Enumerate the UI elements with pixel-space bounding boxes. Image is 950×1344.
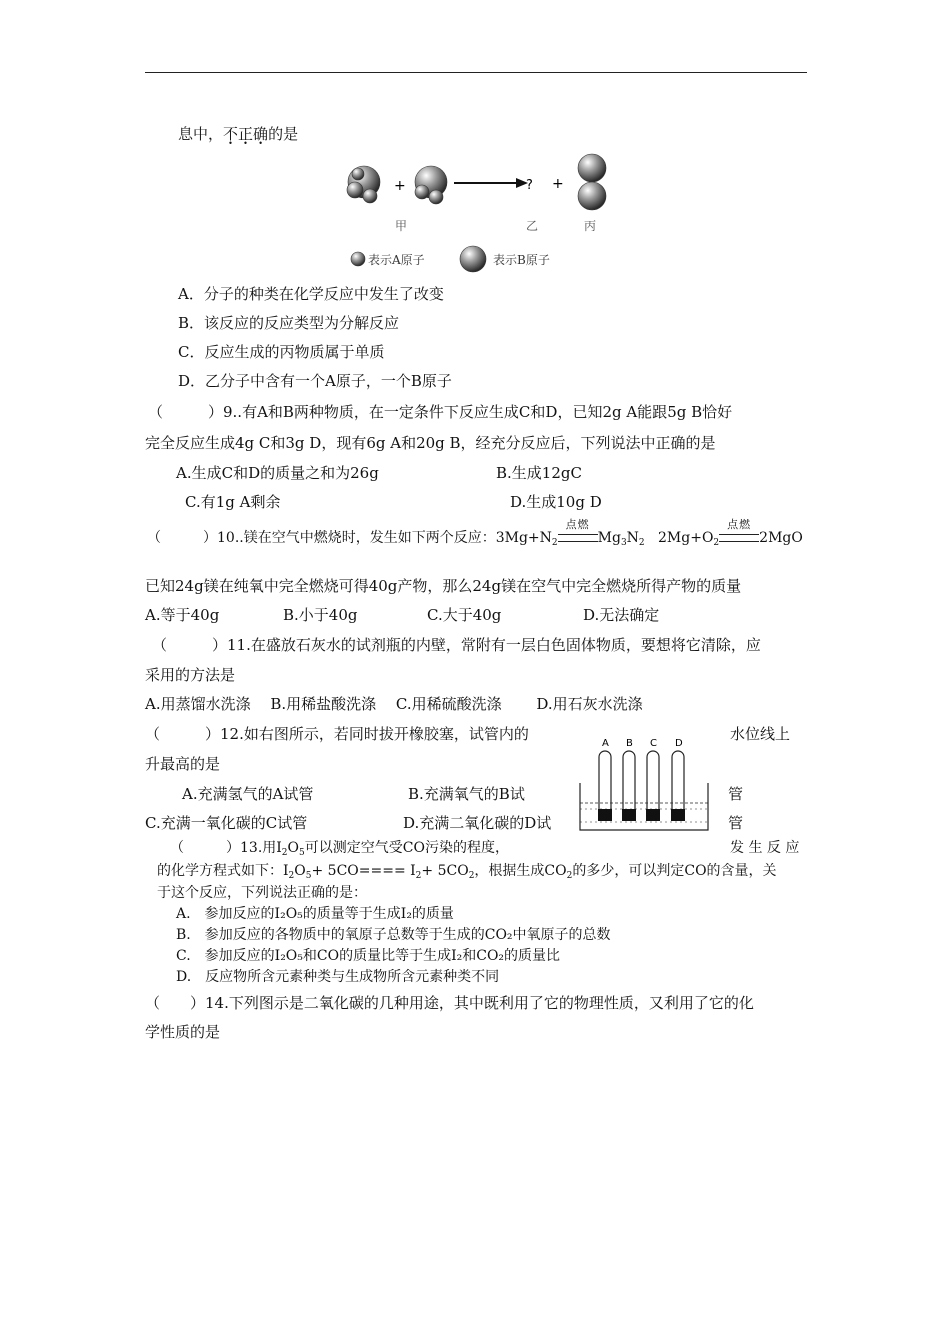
q11-options: A.用蒸馏水洗涤 B.用稀盐酸洗涤 C.用稀硫酸洗涤 D.用石灰水洗涤 bbox=[145, 695, 643, 713]
q12-stem-line1a: （ ）12.如右图所示，若同时拔开橡胶塞，试管内的 bbox=[145, 725, 529, 743]
q9-option-c: C.有1g A剩余 bbox=[185, 493, 281, 511]
label-jia: 甲 bbox=[395, 219, 408, 233]
legend-a-text: 表示A原子 bbox=[368, 253, 425, 267]
q10-option-d: D.无法确定 bbox=[583, 606, 660, 624]
plus-1: + bbox=[394, 178, 406, 194]
molecule-bing bbox=[578, 154, 606, 210]
label-yi: 乙 bbox=[526, 219, 539, 233]
q14-stem-line1: （ ）14.下列图示是二氧化碳的几种用途，其中既利用了它的物理性质，又利用了它的化 bbox=[145, 994, 754, 1012]
tube-label-a: A bbox=[602, 738, 609, 749]
q10-stem-line2: 已知24g镁在纯氧中完全燃烧可得40g产物，那么24g镁在空气中完全燃烧所得产物的质量 bbox=[145, 577, 742, 595]
q13-stem-line2: 的化学方程式如下：$I_2O_5+ 5CO==== I_2+ 5CO_2$，根据生成$CO_2$的多少，可以判定CO的含量，关 bbox=[157, 863, 777, 881]
q12-option-a: A.充满氢气的A试管 bbox=[182, 785, 314, 803]
q10-stem-line1: （ ）10..镁在空气中燃烧时，发生如下两个反应：$3Mg+N_2$ 点燃 $Mg_3N_2$ $2Mg+O_2$ 点燃 2MgO bbox=[147, 518, 803, 548]
legend-b-text: 表示B原子 bbox=[493, 253, 550, 267]
reaction-arrow bbox=[454, 178, 528, 188]
legend-a-atom bbox=[351, 252, 365, 266]
tube-label-b: B bbox=[626, 738, 633, 749]
tube-label-c: C bbox=[650, 738, 657, 749]
label-bing: 丙 bbox=[584, 219, 597, 233]
q9-option-d: D.生成10g D bbox=[510, 493, 602, 511]
q12-option-d: D.充满二氧化碳的D试 bbox=[403, 814, 552, 832]
molecule-jia-1 bbox=[347, 166, 380, 203]
q13-option-c: C. 参加反应的I₂O₅和CO的质量比等于生成I₂和CO₂的质量比 bbox=[176, 948, 561, 964]
q11-stem-line2: 采用的方法是 bbox=[145, 666, 236, 684]
q12-stem-line2: 升最高的是 bbox=[145, 755, 221, 773]
q8-option-b: B．该反应的反应类型为分解反应 bbox=[178, 314, 400, 332]
q12-option-b: B.充满氧气的B试 bbox=[408, 785, 525, 803]
q8-option-d: D．乙分子中含有一个A原子，一个B原子 bbox=[178, 372, 452, 390]
test-tubes-figure bbox=[575, 733, 715, 833]
plus-2: + bbox=[552, 176, 564, 192]
legend-b-atom bbox=[460, 246, 486, 272]
reaction-diagram bbox=[330, 150, 630, 280]
q9-stem-line2: 完全反应生成4g C和3g D，现有6g A和20g B，经充分反应后，下列说法中正确的是 bbox=[145, 434, 716, 452]
q13-stem-line1: （ ）13.用$I_2O_5$可以测定空气受CO污染的程度， bbox=[170, 840, 509, 858]
q10-option-b: B.小于40g bbox=[283, 606, 358, 624]
q12-option-d-tail: 管 bbox=[728, 814, 744, 832]
q13-option-d: D. 反应物所含元素种类与生成物所含元素种类不同 bbox=[176, 969, 500, 985]
q10-option-a: A.等于40g bbox=[145, 606, 220, 624]
tube-label-d: D bbox=[675, 738, 683, 749]
q9-option-b: B.生成12gC bbox=[496, 464, 582, 482]
q9-option-a: A.生成C和D的质量之和为26g bbox=[176, 464, 379, 482]
q13-option-b: B. 参加反应的各物质中的氧原子总数等于生成的CO₂中氧原子的总数 bbox=[176, 927, 611, 943]
q13-option-a: A. 参加反应的I₂O₅的质量等于生成I₂的质量 bbox=[176, 906, 454, 922]
q12-stem-line1b: 水位线上 bbox=[730, 725, 791, 743]
q9-stem-line1: （ ）9..有A和B两种物质，在一定条件下反应生成C和D，已知2g A能跟5g B恰好 bbox=[148, 403, 733, 421]
q14-stem-line2: 学性质的是 bbox=[145, 1023, 221, 1041]
q11-stem-line1: （ ）11.在盛放石灰水的试剂瓶的内壁，常附有一层白色固体物质，要想将它清除，应 bbox=[152, 636, 761, 654]
question-mark: ? bbox=[526, 178, 533, 193]
molecule-jia-2 bbox=[415, 166, 447, 204]
q8-option-c: C．反应生成的丙物质属于单质 bbox=[178, 343, 385, 361]
q12-option-b-tail: 管 bbox=[728, 785, 744, 803]
q13-stem-line1c: 发 生 反 应 bbox=[730, 840, 800, 856]
header-rule bbox=[145, 72, 807, 73]
q8-option-a: A．分子的种类在化学反应中发生了改变 bbox=[178, 285, 444, 303]
q13-stem-line3: 于这个反应，下列说法正确的是： bbox=[157, 885, 367, 901]
q10-option-c: C.大于40g bbox=[427, 606, 502, 624]
q12-option-c: C.充满一氧化碳的C试管 bbox=[145, 814, 308, 832]
q8-stem-tail: 息中，不正确的是 bbox=[178, 125, 299, 143]
